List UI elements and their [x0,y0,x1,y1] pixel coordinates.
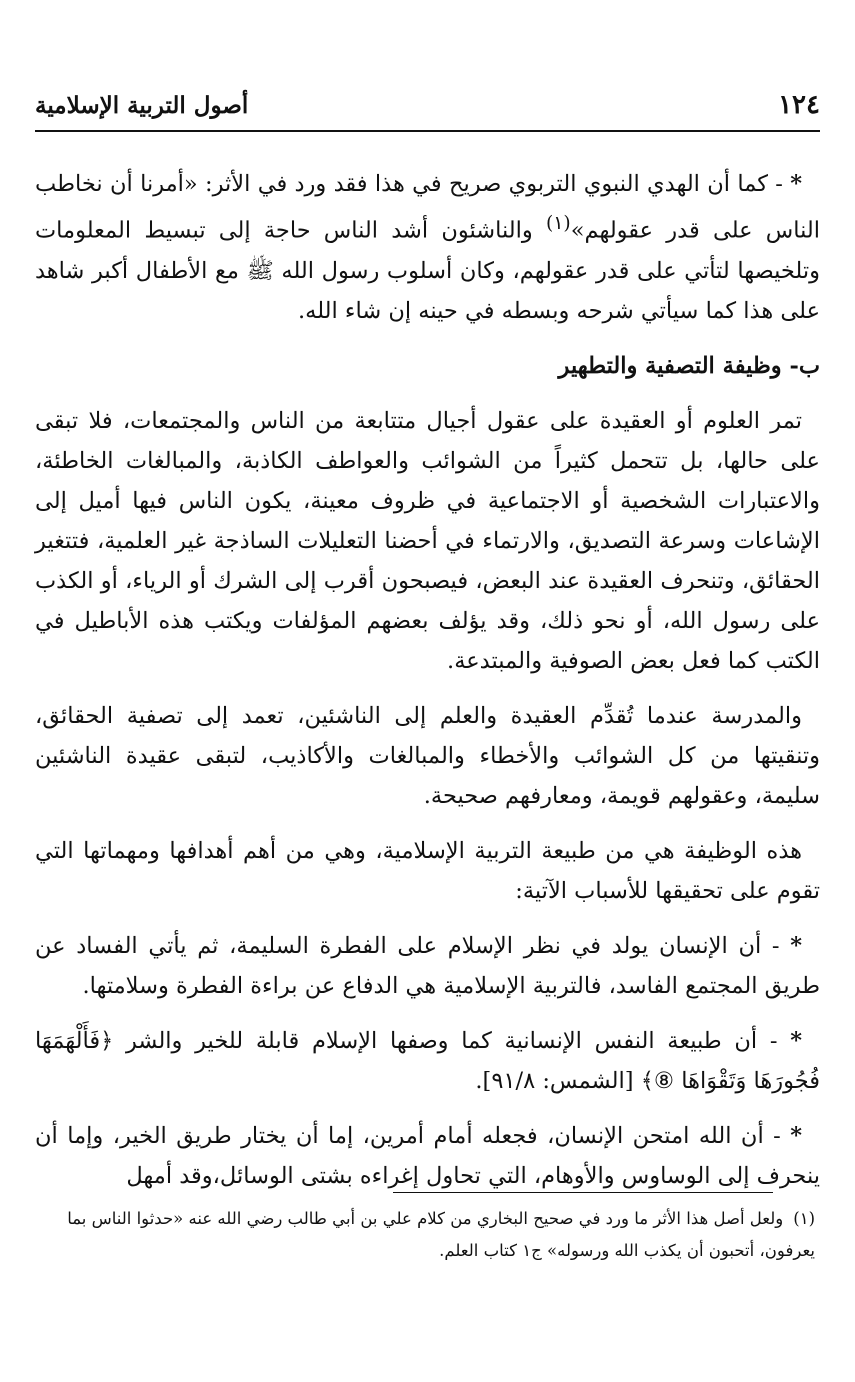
asterisk-bullet: * [790,932,802,959]
footnote-text: ولعل أصل هذا الأثر ما ورد في صحيح البخاري من كلام علي بن أبي طالب رضي الله عنه «حدثوا الناس بما يعرفون، أتحبون أن يكذب الله ورسوله» ج١ كتاب العلم. [67,1209,815,1260]
paragraph-3: والمدرسة عندما تُقدِّم العقيدة والعلم إلى الناشئين، تعمد إلى تصفية الحقائق، وتنقيتها من كل الشوائب والأخطاء والمبالغات والأكاذيب، لتبقى عقيدة الناشئين سليمة، وعقولهم قويمة، ومعارفهم صحيحة. [35,702,820,809]
paragraph-4: هذه الوظيفة هي من طبيعة التربية الإسلامية، وهي من أهم أهدافها ومهماتها التي تقوم على تحقيقها للأسباب الآتية: [35,837,820,904]
asterisk-bullet: * [790,171,802,197]
asterisk-bullet: * [790,1027,802,1054]
footnotes [40,1203,815,1267]
page-number: ١٢٤ [778,90,820,120]
page-header [35,88,820,132]
paragraph-6 [35,1021,820,1101]
paragraph-2: تمر العلوم أو العقيدة على عقول أجيال متتابعة من الناس والمجتمعات، فلا تبقى على حالها، بل تتحمل كثيراً من الشوائب والعواطف الكاذبة، والمبالغات الخاطئة، والاعتبارات الشخصية أو الاجتماعية في ظروف معينة، يكون الناس فيها أميل إلى الإشاعات وسرعة التصديق، والارتماء في أحضنا التعليلات الساذجة غير العلمية، فتتغير الحقائق، وتنحرف العقيدة عند البعض، فيصبحون أقرب إلى الشرك أو الرياء، أو الكذب على رسول الله، أو نحو ذلك، وقد يؤلف بعضهم المؤلفات ويكتب هذه الأباطيل في الكتب كما فعل بعض الصوفية والمبتدعة. [35,407,820,674]
paragraph-text: - كما أن الهدي النبوي التربوي صريح في هذا فقد ورد في الأثر: «أمرنا أن نخاطب الناس على قدر عقولهم» [35,171,820,244]
paragraph-text: - أن طبيعة النفس الإنسانية كما وصفها الإسلام قابلة للخير والشر ﴿فَأَلْهَمَهَا فُجُورَهَا وَتَقْوَاهَا ⑧﴾ [35,1027,820,1094]
asterisk-bullet: * [790,1122,802,1149]
paragraph-text: والناشئون أشد الناس حاجة إلى تبسيط المعلومات وتلخيصها لتأتي على قدر عقولهم، وكان أسلوب رسول الله ﷺ مع الأطفال أكبر شاهد على هذا كما سيأتي شرحه وبسطه في حينه إن شاء الله. [35,217,820,324]
section-heading: ب- وظيفة التصفية والتطهير [558,352,820,379]
footnote-ref: (١) [545,213,571,234]
running-title: أصول التربية الإسلامية [35,92,249,119]
paragraph-text: - أن الله امتحن الإنسان، فجعله أمام أمرين، إما أن يختار طريق الخير، وإما أن ينحرف إلى الوساوس والأوهام، التي تحاول إغراءه بشتى الوسائل،وقد أمهل [35,1122,820,1189]
paragraph-text: - أن الإنسان يولد في نظر الإسلام على الفطرة السليمة، ثم يأتي الفساد عن طريق المجتمع الفاسد، فالتربية الإسلامية هي الدفاع عن براءة الفطرة وسلامتها. [35,932,820,999]
paragraph-1 [35,164,820,331]
footnote-number: (١) [793,1209,815,1228]
footnote-divider [393,1192,773,1193]
paragraph-5 [35,926,820,1006]
paragraph-7 [35,1116,820,1196]
page-body [35,164,820,1211]
quran-citation: [الشمس: ٩١/٨]. [475,1067,641,1094]
footnote [40,1203,815,1267]
